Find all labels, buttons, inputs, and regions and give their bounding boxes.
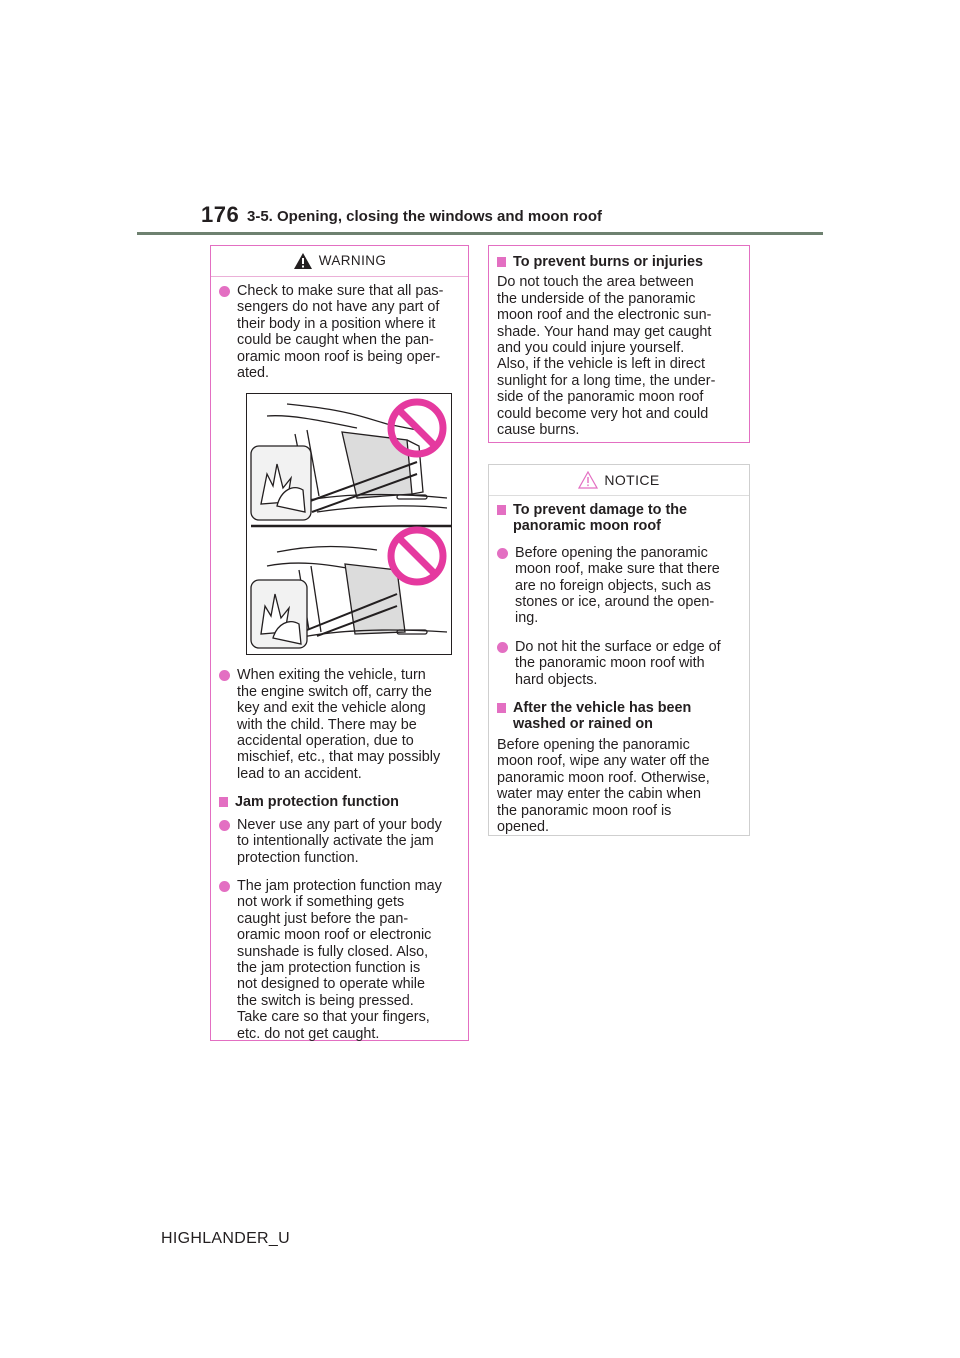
notice-header [489,465,749,496]
burns-body: Do not touch the area between the underside of the panoramic moon roof and the electronic sun- shade. Your hand may get caught and you could injure yourself. Also, if the vehicle is left in direct sunlight for a long time, the under- side of the panoramic moon roof could become very hot and could cause burns. [497,274,716,439]
warning-bullet-2-text: When exiting the vehicle, turn the engine switch off, carry the key and exit the vehicle along with the child. There may be accidental operation, due to mischief, etc., that may possibly lead to an accident. [237,667,441,782]
warning-bullet-4-text: The jam protection function may not work if something gets caught just before the pan- oramic moon roof or electronic sunshade is fully closed. Also, the jam protection function is not designed to operate while the switch is being pressed. Take care so that your fingers, etc. do not get caught. [237,877,442,1042]
caution-triangle-icon [578,471,598,489]
bullet-dot-icon [497,548,508,559]
notice-title: NOTICE [604,471,660,488]
bullet-dot-icon [219,820,230,831]
warning-triangle-icon [293,252,313,270]
bullet-dot-icon [497,642,508,653]
heading-square-icon [497,505,506,515]
notice-bullet-1 [497,545,739,627]
notice-box [488,464,750,836]
warning-bullet-1 [219,283,458,381]
notice-bullet-2-text: Do not hit the surface or edge of the panoramic moon roof with hard objects. [515,638,721,688]
bullet-dot-icon [219,286,230,297]
warning-bullet-3-text: Never use any part of your body to intentionally activate the jam protection function. [237,816,442,866]
footer-model: HIGHLANDER_U [161,1230,290,1247]
warning-bullet-2 [219,667,458,782]
heading-square-icon [219,797,228,807]
heading-square-icon [497,703,506,713]
notice-bullet-2 [497,639,739,688]
notice-heading-washed: After the vehicle has been washed or rained on [497,700,739,733]
bullet-dot-icon [219,881,230,892]
warning-bullet-4 [219,878,458,1042]
bullet-dot-icon [219,670,230,681]
notice-heading-damage: To prevent damage to the panoramic moon roof [497,502,739,535]
heading-square-icon [497,257,506,267]
notice-bullet-1-text: Before opening the panoramic moon roof, make sure that there are no foreign objects, such as stones or ice, around the open- ing. [515,544,720,627]
moon-roof-illustration [246,393,452,655]
warning-box [210,245,469,1041]
burns-heading: To prevent burns or injuries [497,254,739,270]
warning-bullet-3 [219,817,458,866]
warning-bullet-1-text: Check to make sure that all pas- sengers do not have any part of their body in a position where it could be caught when the pan- oramic moon roof is being oper- ated. [237,283,444,382]
page-number: 176 [201,202,240,227]
burns-box [488,245,750,443]
warning-header [211,246,468,277]
header-rule [137,232,823,235]
jam-protection-heading: Jam protection function [219,794,458,810]
warning-title: WARNING [318,252,387,268]
notice-washed-body: Before opening the panoramic moon roof, wipe any water off the panoramic moon roof. Otherwise, water may enter the cabin when the panoramic moon roof is opened. [497,736,710,835]
section-title: 3-5. Opening, closing the windows and moon roof [247,208,603,225]
